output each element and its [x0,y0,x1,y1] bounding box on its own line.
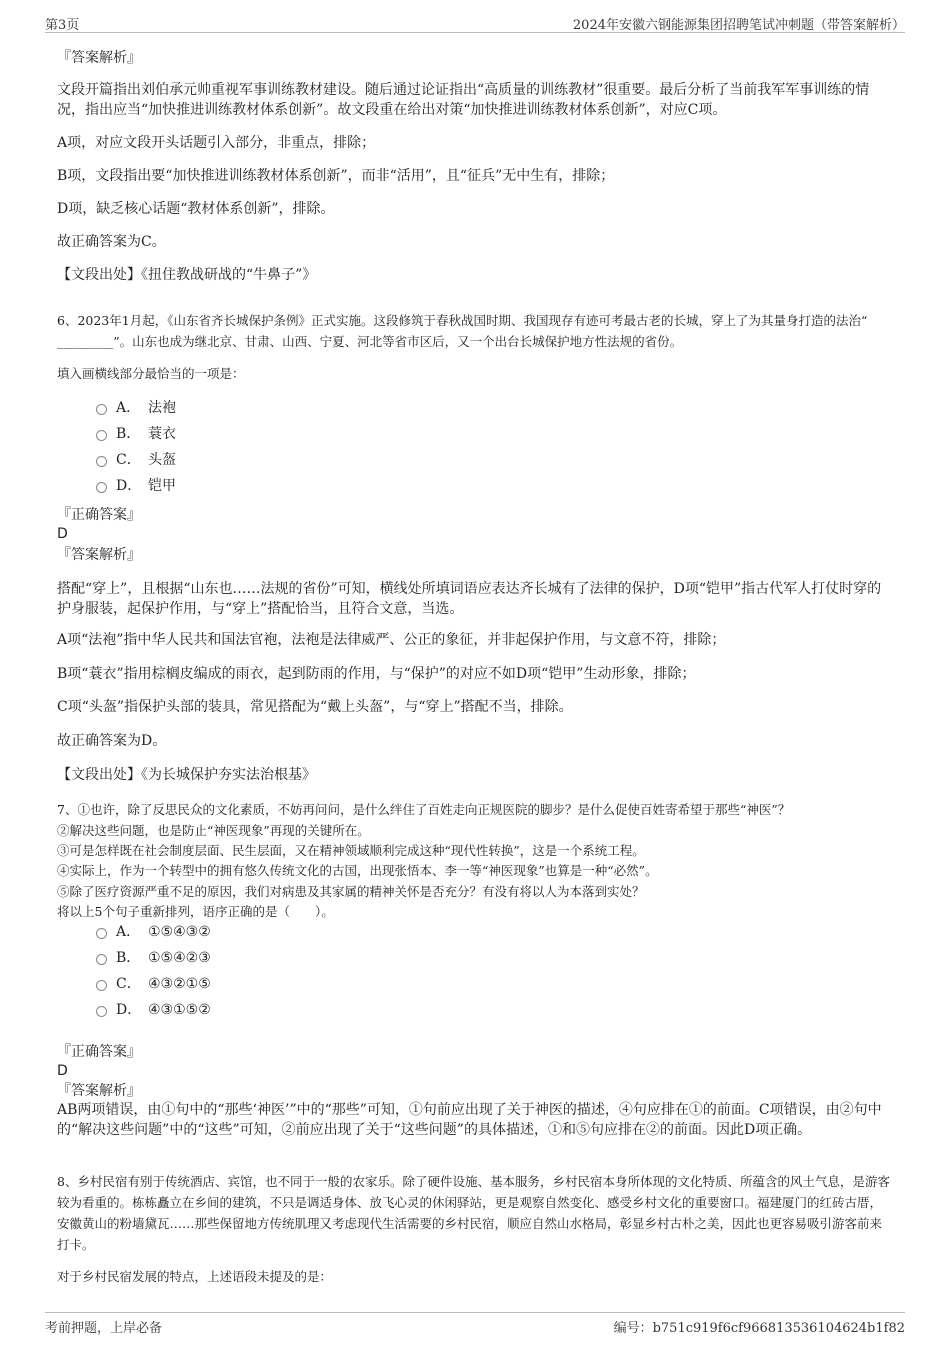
q7-analysis-main: AB两项错误，由①句中的“那些‘神医’”中的“那些”可知，①句前应出现了关于神医的描述，④句应排在①的前面。C项错误，由②句中的“解决这些问题”中的“这些”可知，②前应出现了关于“这些问题”的具体描述，①和⑤句应排在②的前面。因此D项正确。 [57,1102,882,1138]
q5-source: 【文段出处】《扭住教战研战的“牛鼻子”》 [57,267,317,283]
document-title: 2024年安徽六钢能源集团招聘笔试冲刺题（带答案解析） [572,18,905,33]
q5-option-b-analysis: B项，文段指出要“加快推进训练教材体系创新”，而非“活用”，且“征兵”无中生有，排除； [57,168,615,184]
q6-prompt: 填入画横线部分最恰当的一项是： [57,366,245,381]
q7-sentence-2: ②解决这些问题，也是防止“神医现象”再现的关键所在。 [57,823,370,838]
page-header [45,12,905,33]
q7-option-d[interactable]: D． ④③①⑤② [96,1000,211,1020]
page-number: 第3页 [45,18,80,33]
q7-prompt: 将以上5个句子重新排列，语序正确的是（ ）。 [57,904,334,919]
q5-conclusion: 故正确答案为C。 [57,234,166,250]
q6-stem: 6、2023年1月起，《山东省齐长城保护条例》正式实施。这段修筑于春秋战国时期、我国现存有迹可考最古老的长城，穿上了为其量身打造的法治“ _________”。山东也成为继北京、甘肃、山西、宁夏、河北等省市区后，又一个出台长城保护地方性法规的省份。 [57,313,868,349]
q7-sentence-4: ④实际上，作为一个转型中的拥有悠久传统文化的古国，出现张悟本、李一等“神医现象”也算是一种“必然”。 [57,863,658,878]
radio-icon[interactable] [96,928,107,939]
q5-analysis-label: 『答案解析』 [57,50,141,66]
q7-sentence-3: ③可是怎样既在社会制度层面、民生层面，又在精神领域顺利完成这种“现代性转换”，这是一个系统工程。 [57,843,645,858]
q6-conclusion: 故正确答案为D。 [57,733,167,749]
q7-sentence-1: 7、①也许，除了反思民众的文化素质，不妨再问问，是什么绊住了百姓走向正规医院的脚步？是什么促使百姓寄希望于那些“神医”？ [57,802,791,817]
radio-icon[interactable] [96,430,107,441]
q5-option-a-analysis: A项，对应文段开头话题引入部分，非重点，排除； [57,135,376,151]
radio-icon[interactable] [96,482,107,493]
radio-icon[interactable] [96,954,107,965]
footer-slogan: 考前押题，上岸必备 [45,1321,163,1336]
q7-option-c[interactable]: C． ④③②①⑤ [96,974,211,994]
q6-correct-answer: D [57,526,68,542]
q6-correct-label: 『正确答案』 [57,507,141,523]
q5-option-d-analysis: D项，缺乏核心话题“教材体系创新”，排除。 [57,201,335,217]
q7-correct-label: 『正确答案』 [57,1044,141,1060]
q8-stem: 8、乡村民宿有别于传统酒店、宾馆，也不同于一般的农家乐。除了硬件设施、基本服务，乡村民宿本身所体现的文化特质、所蕴含的风土气息，是游客较为看重的。栋栋矗立在乡间的建筑，不只是调适身体、放飞心灵的休闲驿站，更是观察自然变化、感受乡村文化的重要窗口。福建厦门的红砖古厝，安徽黄山的粉墙黛瓦……那些保留地方传统肌理又考虑现代生活需要的乡村民宿，顺应自然山水格局，彰显乡村古朴之美，因此也更容易吸引游客前来打卡。 [57,1174,890,1252]
q6-option-c[interactable]: C． 头盔 [96,450,176,470]
radio-icon[interactable] [96,456,107,467]
q6-option-c-analysis: C项“头盔”指保护头部的装具，常见搭配为“戴上头盔”，与“穿上”搭配不当，排除。 [57,699,573,715]
q6-source: 【文段出处】《为长城保护夯实法治根基》 [57,767,316,783]
q7-option-b[interactable]: B． ①⑤④②③ [96,948,211,968]
q5-analysis-main: 文段开篇指出刘伯承元帅重视军事训练教材建设。随后通过论证指出“高质量的训练教材”很重要。最后分析了当前我军军事训练的情况，指出应当“加快推进训练教材体系创新”。故文段重在给出对策“加快推进训练教材体系创新”，对应C项。 [57,82,870,118]
q6-analysis-main: 搭配“穿上”，且根据“山东也……法规的省份”可知，横线处所填词语应表达齐长城有了法律的保护，D项“铠甲”指古代军人打仗时穿的护身服装，起保护作用，与“穿上”搭配恰当，且符合文意，当选。 [57,581,882,617]
q7-sentence-5: ⑤除了医疗资源严重不足的原因，我们对病患及其家属的精神关怀是否充分？有没有将以人为本落到实处？ [57,884,645,899]
q6-option-d[interactable]: D． 铠甲 [96,476,176,496]
q6-option-a[interactable]: A． 法袍 [96,398,176,418]
q7-option-a[interactable]: A． ①⑤④③② [96,922,211,942]
radio-icon[interactable] [96,980,107,991]
radio-icon[interactable] [96,404,107,415]
q6-analysis-label: 『答案解析』 [57,547,141,563]
q6-option-a-analysis: A项“法袍”指中华人民共和国法官袍，法袍是法律威严、公正的象征，并非起保护作用，与文意不符，排除； [57,632,726,648]
page-footer [45,1312,905,1337]
q6-option-b-analysis: B项“蓑衣”指用棕榈皮编成的雨衣，起到防雨的作用，与“保护”的对应不如D项“铠甲”生动形象，排除； [57,666,696,682]
radio-icon[interactable] [96,1006,107,1017]
q7-correct-answer: D [57,1063,68,1079]
document-id: 编号：b751c919f6cf966813536104624b1f82 [613,1321,905,1336]
q8-prompt: 对于乡村民宿发展的特点，上述语段未提及的是： [57,1269,333,1284]
q6-option-b[interactable]: B． 蓑衣 [96,424,176,444]
q7-analysis-label: 『答案解析』 [57,1083,141,1099]
